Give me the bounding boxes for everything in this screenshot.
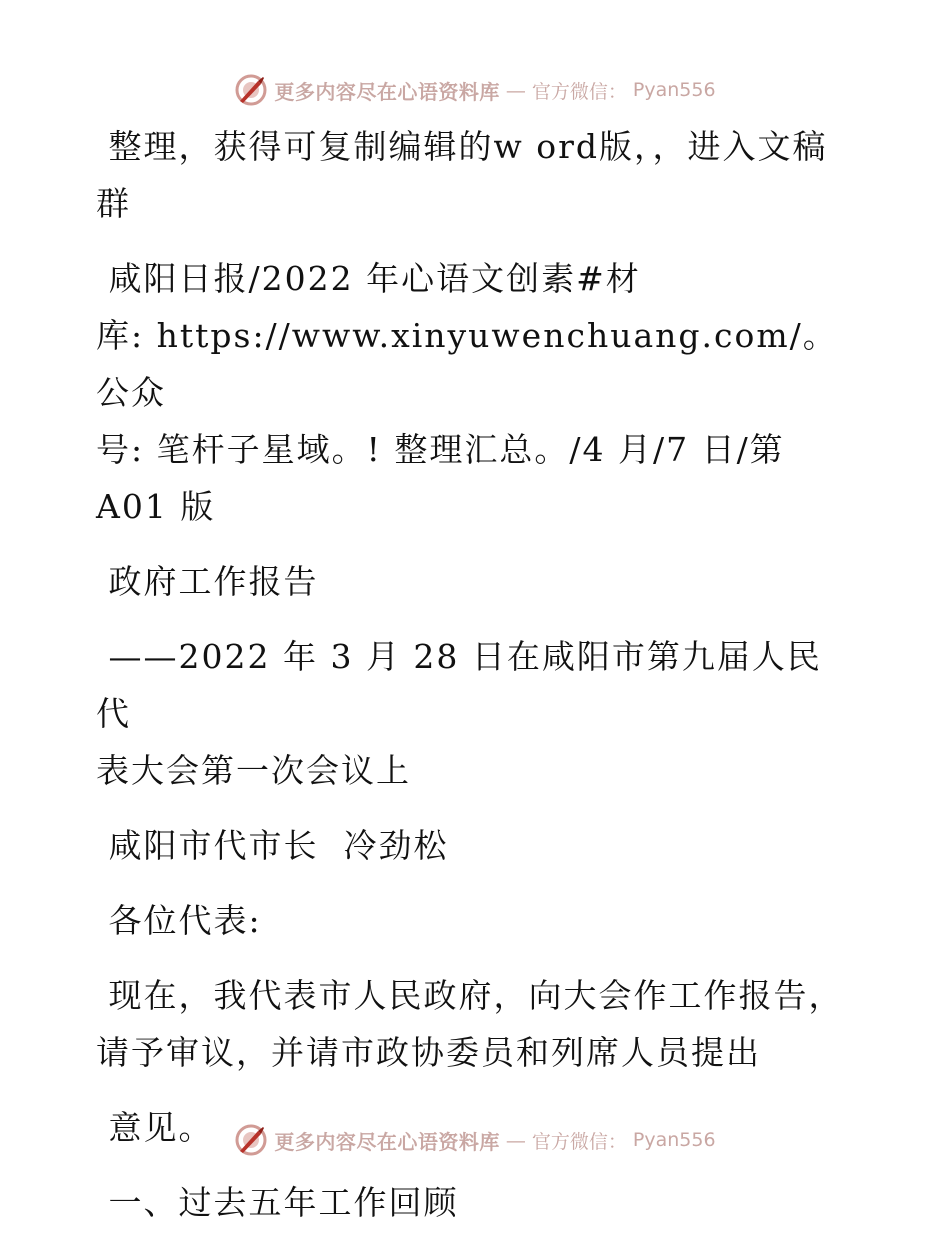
- footer-watermark: [0, 1120, 950, 1160]
- watermark-text: 更多内容尽在心语资料库: [274, 1129, 500, 1154]
- watermark-dash: —: [505, 78, 526, 102]
- watermark-wechat-id: Pyan556: [632, 1129, 716, 1151]
- document-subtitle: ——2022 年 3 月 28 日在咸阳市第九届人民代 表大会第一次会议上: [96, 637, 822, 790]
- source-paragraph: 咸阳日报/2022 年心语文创素#材 库: https://www.xinyuwenchuang.com/。公众 号: 笔杆子星域。! 整理汇总。/4 月/7 日/第 A01 版: [96, 259, 838, 526]
- quill-pen-logo-icon: [234, 73, 268, 107]
- document-body: [96, 118, 846, 1249]
- body-paragraph-continued: 意见。: [96, 1108, 214, 1147]
- speaker-line: 咸阳市代市长 冷劲松: [96, 826, 449, 865]
- greeting-line: 各位代表:: [96, 901, 262, 940]
- intro-paragraph: 整理，获得可复制编辑的w ord版，，进入文稿 群: [96, 127, 828, 223]
- header-watermark: [0, 70, 950, 110]
- watermark-wechat-id: Pyan556: [632, 79, 716, 101]
- watermark-dash: —: [505, 1128, 526, 1152]
- body-paragraph: 现在，我代表市人民政府，向大会作工作报告， 请予审议，并请市政协委员和列席人员提出: [96, 976, 844, 1072]
- section-heading: 一、过去五年工作回顾: [96, 1183, 459, 1222]
- watermark-text: 更多内容尽在心语资料库: [274, 79, 500, 104]
- quill-pen-logo-icon: [234, 1123, 268, 1157]
- watermark-official-label: 官方微信：: [531, 1130, 627, 1153]
- document-title: 政府工作报告: [96, 562, 319, 601]
- watermark-official-label: 官方微信：: [531, 80, 627, 103]
